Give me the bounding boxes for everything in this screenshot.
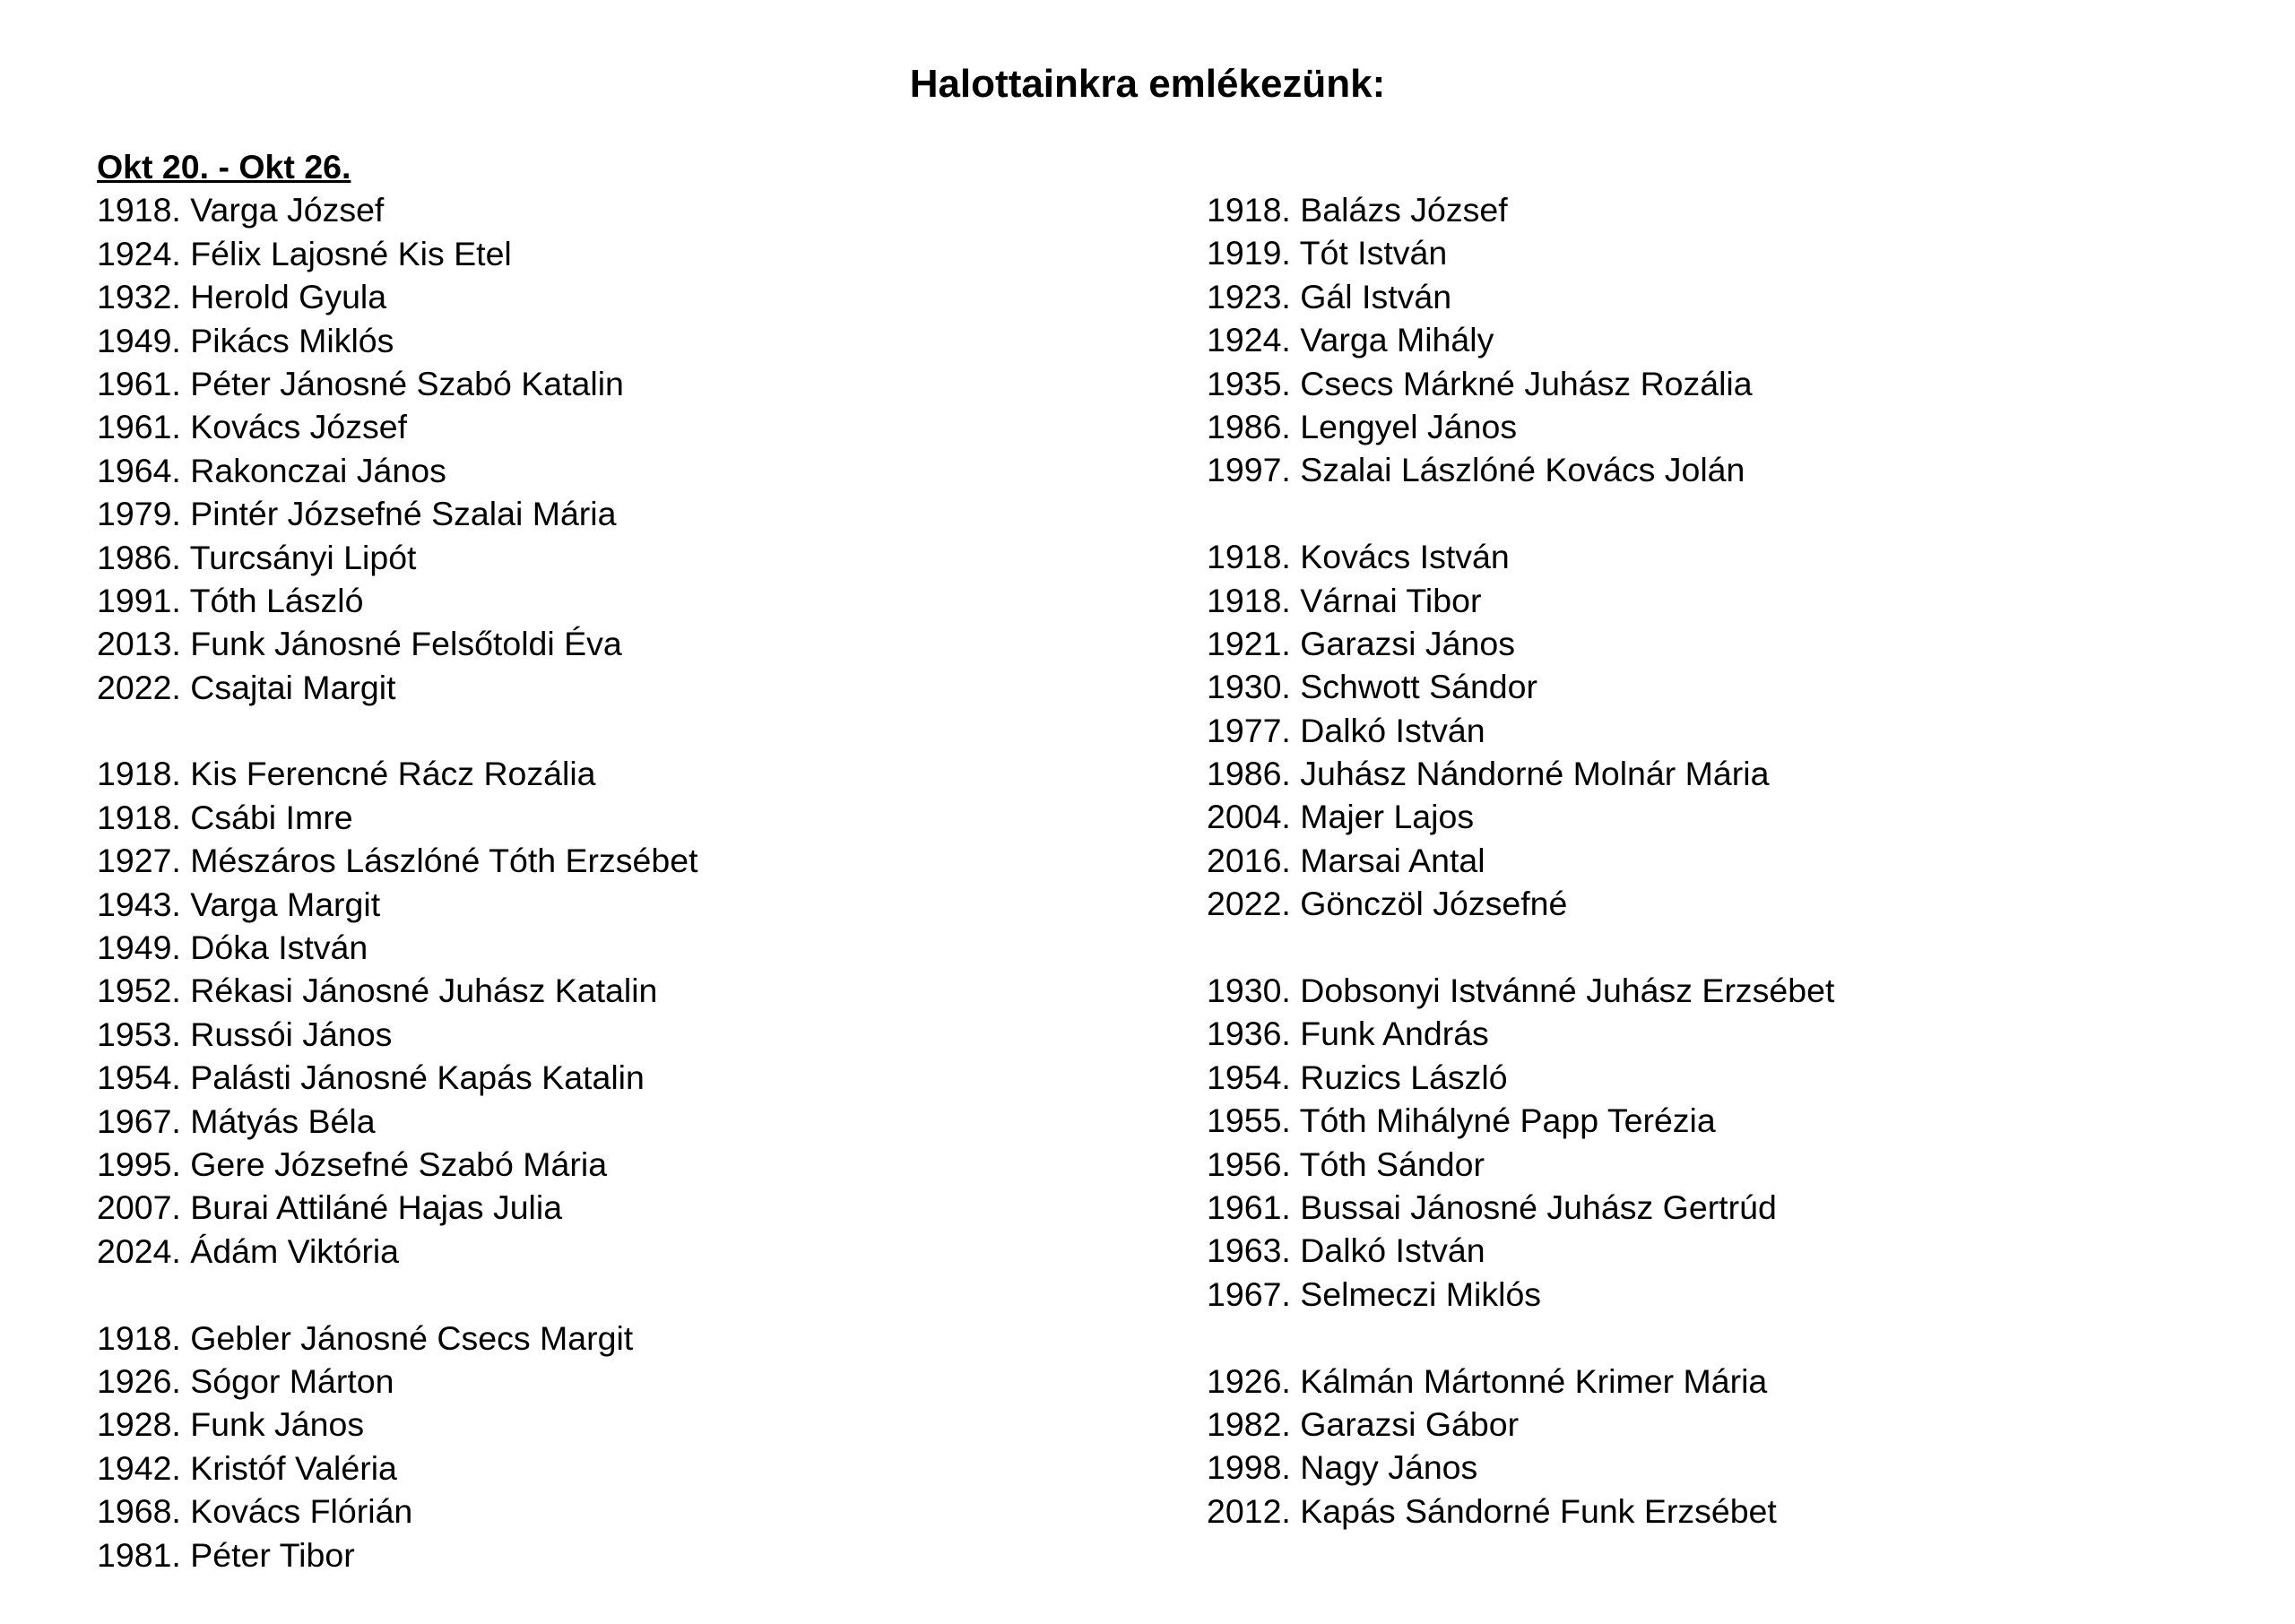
list-item: 1986. Turcsányi Lipót: [97, 538, 417, 576]
name-group: [97, 188, 698, 709]
left-groups: [97, 188, 698, 1576]
list-item: 1932. Herold Gyula: [97, 278, 387, 316]
list-item: 1943. Varga Margit: [97, 885, 381, 923]
list-item: 1986. Juhász Nándorné Molnár Mária: [1207, 755, 1770, 793]
list-item: 1918. Varga József: [97, 191, 385, 229]
list-item: 1968. Kovács Flórián: [97, 1492, 413, 1531]
list-item: 1949. Dóka István: [97, 929, 368, 967]
list-item: 1930. Schwott Sándor: [1207, 668, 1537, 706]
list-item: 1930. Dobsonyi Istvánné Juhász Erzsébet: [1207, 972, 1835, 1010]
list-item: 1967. Mátyás Béla: [97, 1101, 376, 1140]
name-group: [1207, 535, 1834, 926]
right-column: [1207, 188, 1834, 1576]
list-item: 1918. Várnai Tibor: [1207, 581, 1482, 619]
list-item: 1926. Kálmán Mártonné Krimer Mária: [1207, 1361, 1768, 1400]
list-item: 1963. Dalkó István: [1207, 1231, 1485, 1270]
list-item: 1936. Funk András: [1207, 1015, 1489, 1053]
date-range-heading: Okt 20. - Okt 26.: [97, 148, 351, 186]
name-group: [1207, 1360, 1834, 1533]
page-title: Halottainkra emlékezünk:: [909, 62, 1386, 106]
list-item: 2012. Kapás Sándorné Funk Erzsébet: [1207, 1491, 1777, 1530]
list-item: 1955. Tóth Mihályné Papp Terézia: [1207, 1101, 1716, 1140]
list-item: 1927. Mészáros Lászlóné Tóth Erzsébet: [97, 842, 698, 880]
list-item: 1977. Dalkó István: [1207, 711, 1485, 749]
list-item: 2024. Ádám Viktória: [97, 1231, 400, 1270]
list-item: 1998. Nagy János: [1207, 1448, 1478, 1487]
list-item: 1926. Sógor Márton: [97, 1361, 394, 1400]
list-item: 1935. Csecs Márkné Juhász Rozália: [1207, 364, 1753, 402]
list-item: 1979. Pintér Józsefné Szalai Mária: [97, 495, 617, 533]
list-item: 1942. Kristóf Valéria: [97, 1448, 397, 1487]
name-group: [97, 752, 698, 1273]
list-item: 1954. Ruzics László: [1207, 1058, 1508, 1096]
list-item: 1918. Csábi Imre: [97, 798, 353, 836]
list-item: 1982. Garazsi Gábor: [1207, 1404, 1520, 1443]
list-item: 2007. Burai Attiláné Hajas Julia: [97, 1188, 563, 1227]
list-item: 1924. Varga Mihály: [1207, 321, 1494, 359]
list-item: 1961. Péter Jánosné Szabó Katalin: [97, 364, 624, 402]
list-item: 1918. Kovács István: [1207, 538, 1510, 576]
list-item: 1928. Funk János: [97, 1405, 365, 1444]
list-item: 2004. Majer Lajos: [1207, 798, 1475, 836]
list-item: 1918. Kis Ferencné Rácz Rozália: [97, 755, 596, 793]
list-item: 1986. Lengyel János: [1207, 407, 1518, 445]
list-item: 1961. Bussai Jánosné Juhász Gertrúd: [1207, 1188, 1777, 1226]
name-group: [1207, 188, 1834, 492]
list-item: 1954. Palásti Jánosné Kapás Katalin: [97, 1058, 645, 1097]
list-item: 2022. Csajtai Margit: [97, 668, 396, 706]
list-item: 2013. Funk Jánosné Felsőtoldi Éva: [97, 625, 622, 663]
list-item: 1949. Pikács Miklós: [97, 321, 394, 359]
list-item: 1918. Gebler Jánosné Csecs Margit: [97, 1318, 634, 1357]
list-item: 1991. Tóth László: [97, 581, 364, 619]
list-item: 1981. Péter Tibor: [97, 1535, 355, 1574]
name-group: [97, 1317, 698, 1576]
list-item: 1995. Gere Józsefné Szabó Mária: [97, 1145, 608, 1183]
list-item: 1921. Garazsi János: [1207, 624, 1515, 662]
list-item: 1924. Félix Lajosné Kis Etel: [97, 234, 512, 272]
list-item: 1919. Tót István: [1207, 234, 1448, 272]
list-item: 1967. Selmeczi Miklós: [1207, 1274, 1542, 1313]
list-item: 1923. Gál István: [1207, 277, 1452, 315]
list-item: 1952. Rékasi Jánosné Juhász Katalin: [97, 972, 658, 1010]
list-item: 1997. Szalai Lászlóné Kovács Jolán: [1207, 451, 1745, 489]
left-column: [97, 145, 698, 1620]
list-item: 1956. Tóth Sándor: [1207, 1145, 1485, 1183]
right-groups: [1207, 188, 1834, 1533]
list-item: 1964. Rakonczai János: [97, 451, 446, 489]
list-item: 2016. Marsai Antal: [1207, 841, 1485, 879]
list-item: 1953. Russói János: [97, 1015, 393, 1053]
list-item: 2022. Gönczöl Józsefné: [1207, 885, 1568, 923]
list-item: 1961. Kovács József: [97, 408, 408, 446]
name-group: [1207, 969, 1834, 1316]
list-item: 1918. Balázs József: [1207, 191, 1508, 229]
